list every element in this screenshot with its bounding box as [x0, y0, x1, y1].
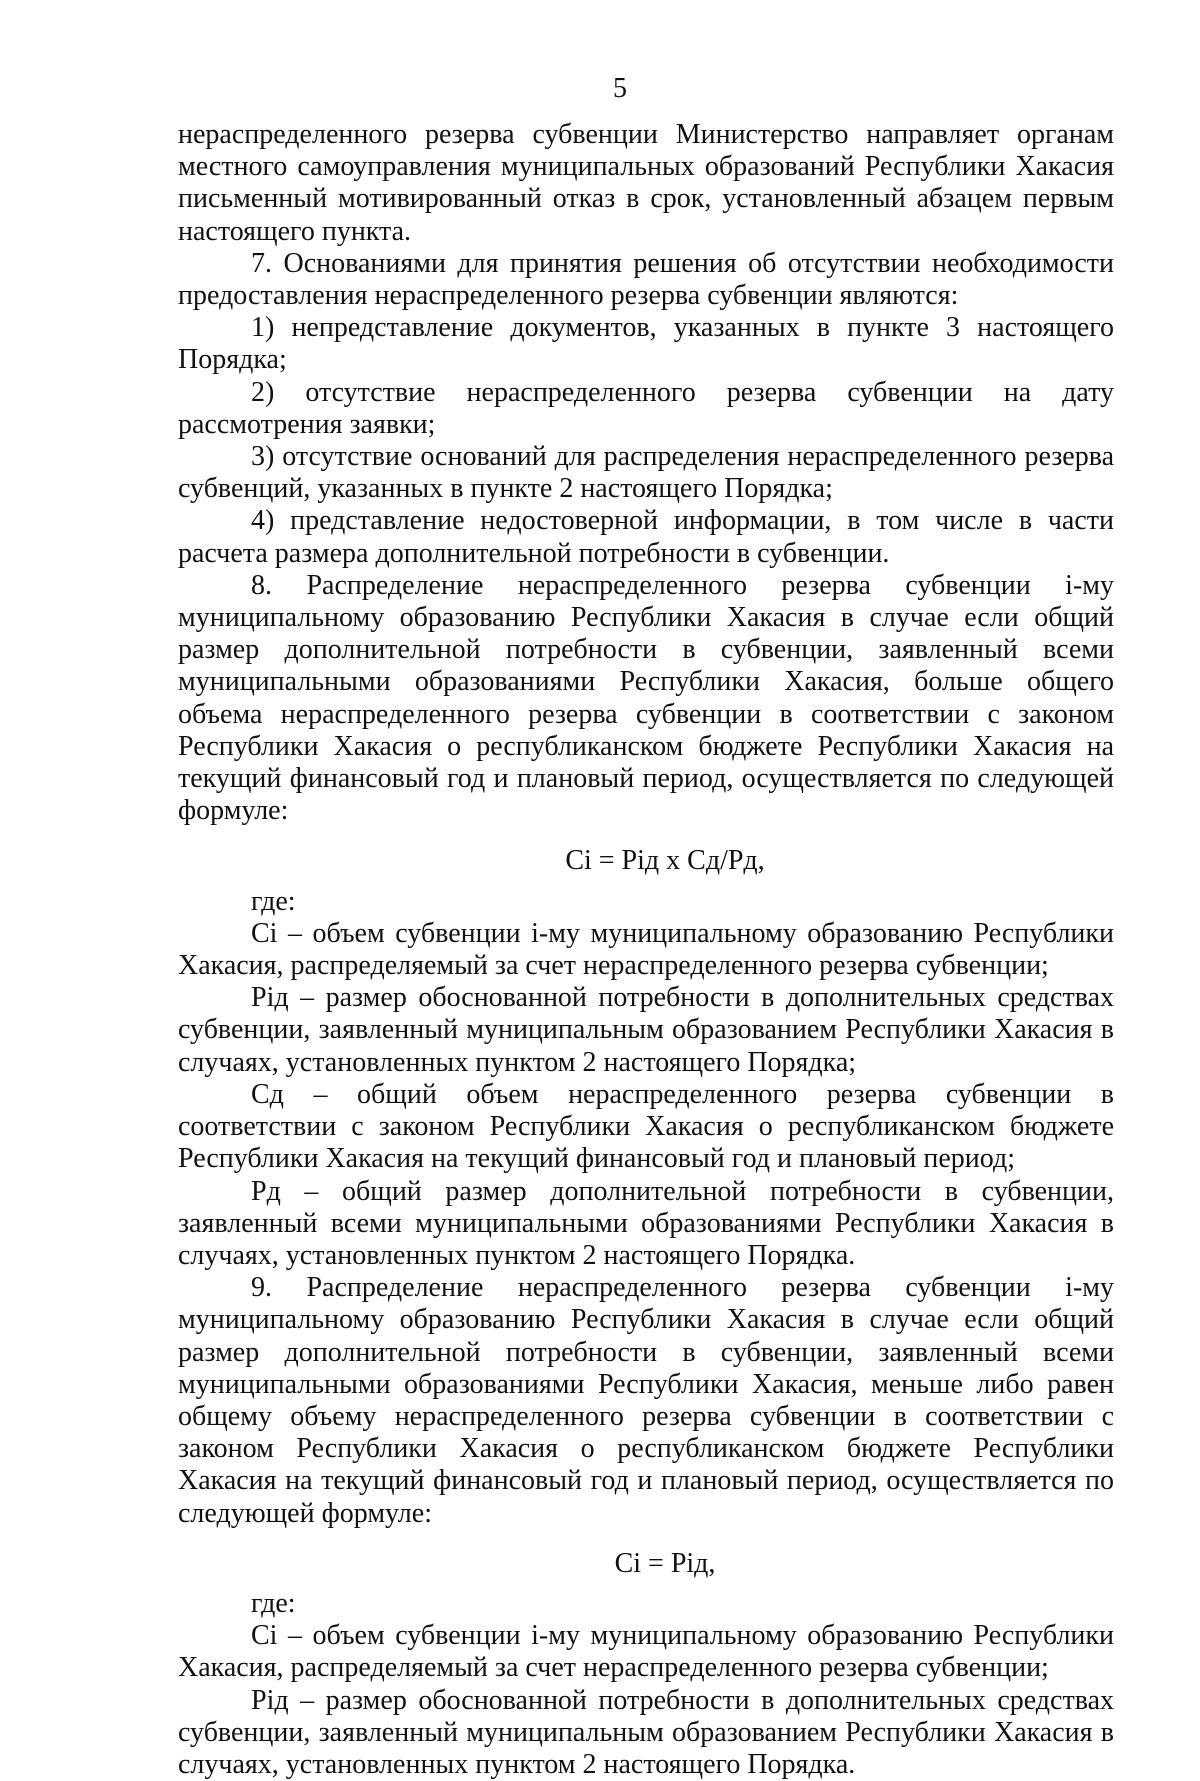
paragraph: Piд – размер обоснованной потребности в дополнительных средствах субвенции, заявленный муниципальным образованием Республики Хакасия в случаях, установленных пунктом 2 настоящего Порядка. — [178, 1684, 1114, 1780]
formula: Ci = Piд, — [614, 1547, 716, 1579]
document-body — [178, 119, 1114, 1781]
paragraph: Pд – общий размер дополнительной потребности в субвенции, заявленный всеми муниципальными образованиями Республики Хакасия в случаях, установленных пунктом 2 настоящего Порядка. — [178, 1175, 1114, 1271]
paragraph: Ci – объем субвенции i-му муниципальному образованию Республики Хакасия, распределяемый за счет нераспределенного резерва субвенции; — [178, 1620, 1114, 1684]
paragraph: Ci – объем субвенции i-му муниципальному образованию Республики Хакасия, распределяемый за счет нераспределенного резерва субвенции; — [178, 917, 1114, 982]
paragraph: 9. Распределение нераспределенного резерва субвенции i-му муниципальному образованию Республики Хакасия в случае если общий размер дополнительной потребности в субвенции, заявленный всеми муниципальными образованиями Республики Хакасия, меньше либо равен общему объему нераспределенного резерва субвенции в соответствии с законом Республики Хакасия о республиканском бюджете Республики Хакасия на текущий финансовый год и плановый период, осуществляется по следующей формуле: — [178, 1272, 1114, 1529]
paragraph: 7. Основаниями для принятия решения об отсутствии необходимости предоставления нераспределенного резерва субвенции являются: — [178, 247, 1114, 312]
paragraph: нераспределенного резерва субвенции Министерство направляет органам местного самоуправления муниципальных образований Республики Хакасия письменный мотивированный отказ в срок, установленный абзацем первым настоящего пункта. — [178, 119, 1114, 247]
page-number: 5 — [613, 73, 627, 104]
paragraph: где: — [251, 1587, 296, 1619]
paragraph: 4) представление недостоверной информации, в том числе в части расчета размера дополнительной потребности в субвенции. — [178, 505, 1114, 569]
paragraph: 1) непредставление документов, указанных в пункте 3 настоящего Порядка; — [178, 312, 1114, 376]
paragraph: 3) отсутствие оснований для распределения нераспределенного резерва субвенций, указанных в пункте 2 настоящего Порядка; — [178, 441, 1114, 505]
paragraph: Piд – размер обоснованной потребности в дополнительных средствах субвенции, заявленный муниципальным образованием Республики Хакасия в случаях, установленных пунктом 2 настоящего Порядка; — [178, 982, 1114, 1078]
paragraph: где: — [251, 885, 296, 917]
formula: Ci = Piд x Cд/Pд, — [565, 845, 765, 877]
paragraph: 2) отсутствие нераспределенного резерва субвенции на дату рассмотрения заявки; — [178, 376, 1114, 440]
paragraph: Cд – общий объем нераспределенного резерва субвенции в соответствии с законом Республики Хакасия о республиканском бюджете Республики Хакасия на текущий финансовый год и плановый период; — [178, 1078, 1114, 1175]
paragraph: 8. Распределение нераспределенного резерва субвенции i-му муниципальному образованию Республики Хакасия в случае если общий размер дополнительной потребности в субвенции, заявленный всеми муниципальными образованиями Республики Хакасия, больше общего объема нераспределенного резерва субвенции в соответствии с законом Республики Хакасия о республиканском бюджете Республики Хакасия на текущий финансовый год и плановый период, осуществляется по следующей формуле: — [178, 569, 1114, 827]
